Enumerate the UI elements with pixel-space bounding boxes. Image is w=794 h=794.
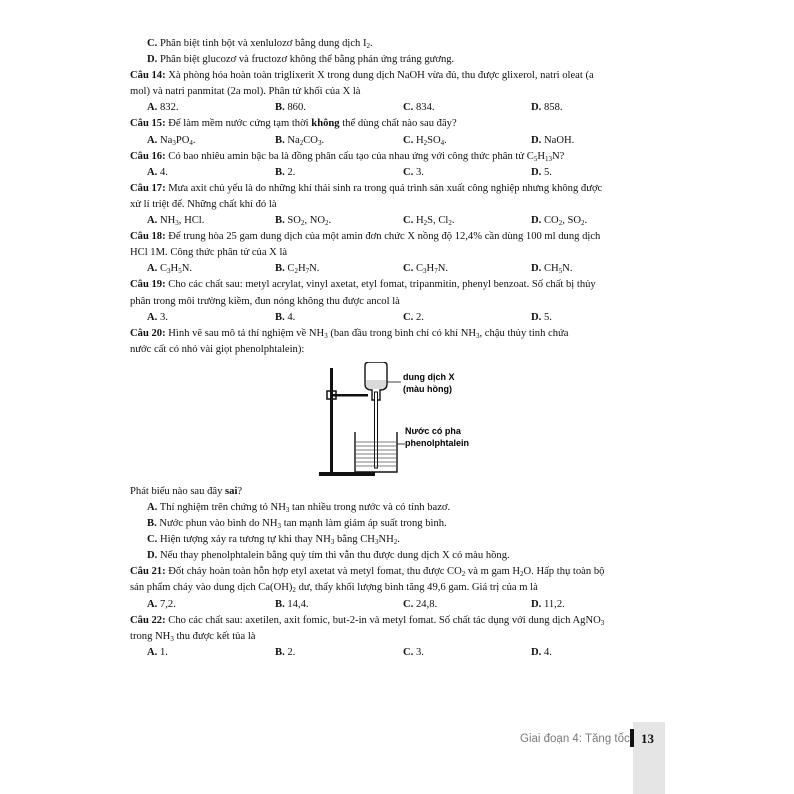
q16-option-c: C. 3. bbox=[403, 166, 424, 178]
nh3-experiment-figure bbox=[130, 358, 670, 484]
q21-option-b: B. 14,4. bbox=[275, 598, 309, 610]
glass-tube bbox=[375, 392, 378, 468]
question-14-line2: mol) và natri panmitat (2a mol). Phân tử khối của X là bbox=[130, 86, 361, 98]
footer-section-title: Giai đoạn 4: Tăng tốc bbox=[520, 733, 630, 745]
q17-option-b: B. $SO_2$, $NO_2$. bbox=[275, 215, 332, 228]
question-22-line2: trong $NH_3$ thu được kết tủa là bbox=[130, 630, 256, 643]
question-21-line2: sản phẩm cháy vào dung dịch $Ca(OH)_2$ dư, thấy khối lượng bình tăng 49,6 gam. Giá trị của m là bbox=[130, 582, 538, 595]
question-20: Câu 20: Hình vẽ sau mô tả thí nghiệm về $NH_3$ (ban đầu trong bình chỉ có khí $NH_3$, chậu thủy tinh chứa bbox=[130, 327, 569, 340]
q15-option-a: A. $Na_3PO_4$. bbox=[147, 134, 196, 147]
q18-option-c: C. $C_3H_7N$. bbox=[403, 263, 449, 276]
question-17-line2: xử lí triệt để. Những chất khí đó là bbox=[130, 198, 277, 210]
q21-option-d: D. 11,2. bbox=[531, 598, 565, 610]
question-16-options bbox=[130, 165, 670, 181]
stand-rod bbox=[330, 368, 333, 474]
question-17: Câu 17: Mưa axit chủ yếu là do những khí thải sinh ra trong quá trình sản xuất công nghiệp nhưng không được bbox=[130, 182, 603, 194]
q16-option-a: A. 4. bbox=[147, 166, 168, 178]
question-21: Câu 21: Đốt cháy hoàn toàn hỗn hợp etyl axetat và metyl fomat, thu được $CO_2$ và m gam $H_2O$. Hấp thụ toàn bộ bbox=[130, 566, 605, 579]
question-18: Câu 18: Để trung hòa 25 gam dung dịch của một amin đơn chức X nồng độ 12,4% cần dùng 100 ml dung dịch bbox=[130, 231, 601, 243]
question-15: Câu 15: Để làm mềm nước cứng tạm thời không thể dùng chất nào sau đây? bbox=[130, 118, 457, 130]
question-20-ask: Phát biểu nào sau đây sai? bbox=[130, 485, 243, 497]
q16-option-d: D. 5. bbox=[531, 166, 552, 178]
question-21-options bbox=[130, 597, 670, 613]
q22-option-b: B. 2. bbox=[275, 646, 296, 658]
q20-option-c: C. Hiện tượng xảy ra tương tự khi thay $NH_3$ bằng $CH_3NH_2$. bbox=[147, 534, 400, 547]
beaker-water bbox=[356, 442, 396, 466]
experiment-diagram bbox=[313, 362, 503, 482]
question-14: Câu 14: Xà phòng hóa hoàn toàn triglixerit X trong dung dịch NaOH vừa đủ, thu được glixerol, natri oleat (a bbox=[130, 70, 594, 82]
q15-option-c: C. $H_2SO_4$. bbox=[403, 134, 447, 147]
label-pink: (màu hồng) bbox=[403, 383, 452, 394]
q17-option-a: A. $NH_3$, HCl. bbox=[147, 215, 205, 228]
question-18-line2: HCl 1M. Công thức phân tử của X là bbox=[130, 247, 288, 259]
q14-option-d: D. 858. bbox=[531, 102, 563, 114]
question-22-options bbox=[130, 645, 670, 661]
label-phenolphthalein: phenolphtalein bbox=[405, 437, 469, 448]
page-number: 13 bbox=[641, 731, 654, 746]
label-solution-x: dung dịch X bbox=[403, 371, 455, 382]
q18-option-b: B. $C_2H_7N$. bbox=[275, 263, 320, 276]
q19-option-d: D. 5. bbox=[531, 311, 552, 323]
question-18-options bbox=[130, 261, 670, 277]
q16-option-b: B. 2. bbox=[275, 166, 296, 178]
q21-option-c: C. 24,8. bbox=[403, 598, 438, 610]
q17-option-c: C. $H_2S$, $Cl_2$. bbox=[403, 215, 455, 228]
question-14-options bbox=[130, 100, 670, 116]
q20-option-b: B. Nước phun vào bình do $NH_3$ tan mạnh làm giảm áp suất trong bình. bbox=[147, 518, 447, 531]
question-15-options bbox=[130, 133, 670, 149]
q14-option-c: C. 834. bbox=[403, 102, 435, 114]
q22-option-a: A. 1. bbox=[147, 646, 168, 658]
q19-option-a: A. 3. bbox=[147, 311, 168, 323]
q19-option-c: C. 2. bbox=[403, 311, 424, 323]
question-19: Câu 19: Cho các chất sau: metyl acrylat, vinyl axetat, etyl fomat, tripanmitin, phenyl benzoat. Số chất bị thủy bbox=[130, 279, 596, 291]
footer-separator bbox=[630, 729, 634, 747]
question-22: Câu 22: Cho các chất sau: axetilen, axit fomic, but-2-in và metyl fomat. Số chất tác dụng với dung dịch AgNO$_3$ bbox=[130, 614, 605, 627]
question-20-line2: nước cất có nhỏ vài giọt phenolphtalein): bbox=[130, 343, 305, 355]
prev-option-c: C. Phân biệt tinh bột và xenlulozơ bằng dung dịch $I_2$. bbox=[147, 38, 373, 50]
question-content bbox=[130, 36, 670, 661]
q18-option-a: A. $C_3H_5N$. bbox=[147, 263, 193, 276]
q22-option-d: D. 4. bbox=[531, 646, 552, 658]
q22-option-c: C. 3. bbox=[403, 646, 424, 658]
q18-option-d: D. $CH_5N$. bbox=[531, 263, 573, 276]
question-19-options bbox=[130, 310, 670, 326]
q14-option-b: B. 860. bbox=[275, 102, 306, 114]
q17-option-d: D. $CO_2$, $SO_2$. bbox=[531, 215, 588, 228]
label-water: Nước có pha bbox=[405, 425, 461, 436]
q15-option-b: B. $Na_2CO_3$. bbox=[275, 134, 325, 147]
q19-option-b: B. 4. bbox=[275, 311, 296, 323]
q15-option-d: D. NaOH. bbox=[531, 134, 575, 146]
question-19-line2: phân trong môi trường kiềm, đun nóng không thu được ancol là bbox=[130, 295, 400, 307]
q20-option-a: A. Thí nghiệm trên chứng tỏ $NH_3$ tan nhiều trong nước và có tính bazơ. bbox=[147, 501, 451, 514]
q20-option-d: D. Nếu thay phenolphtalein bằng quỳ tím thì vẫn thu được dung dịch X có màu hồng. bbox=[147, 550, 510, 562]
prev-option-d: D. Phân biệt glucozơ và fructozơ không thể bằng phản ứng tráng gương. bbox=[147, 54, 455, 66]
flask-pink-solution bbox=[366, 380, 386, 389]
question-16: Câu 16: Có bao nhiêu amin bậc ba là đồng phân cấu tạo của nhau ứng với công thức phân tử $C_5H_{13}N$? bbox=[130, 150, 565, 163]
q21-option-a: A. 7,2. bbox=[147, 598, 176, 610]
q14-option-a: A. 832. bbox=[147, 102, 179, 114]
question-17-options bbox=[130, 213, 670, 229]
